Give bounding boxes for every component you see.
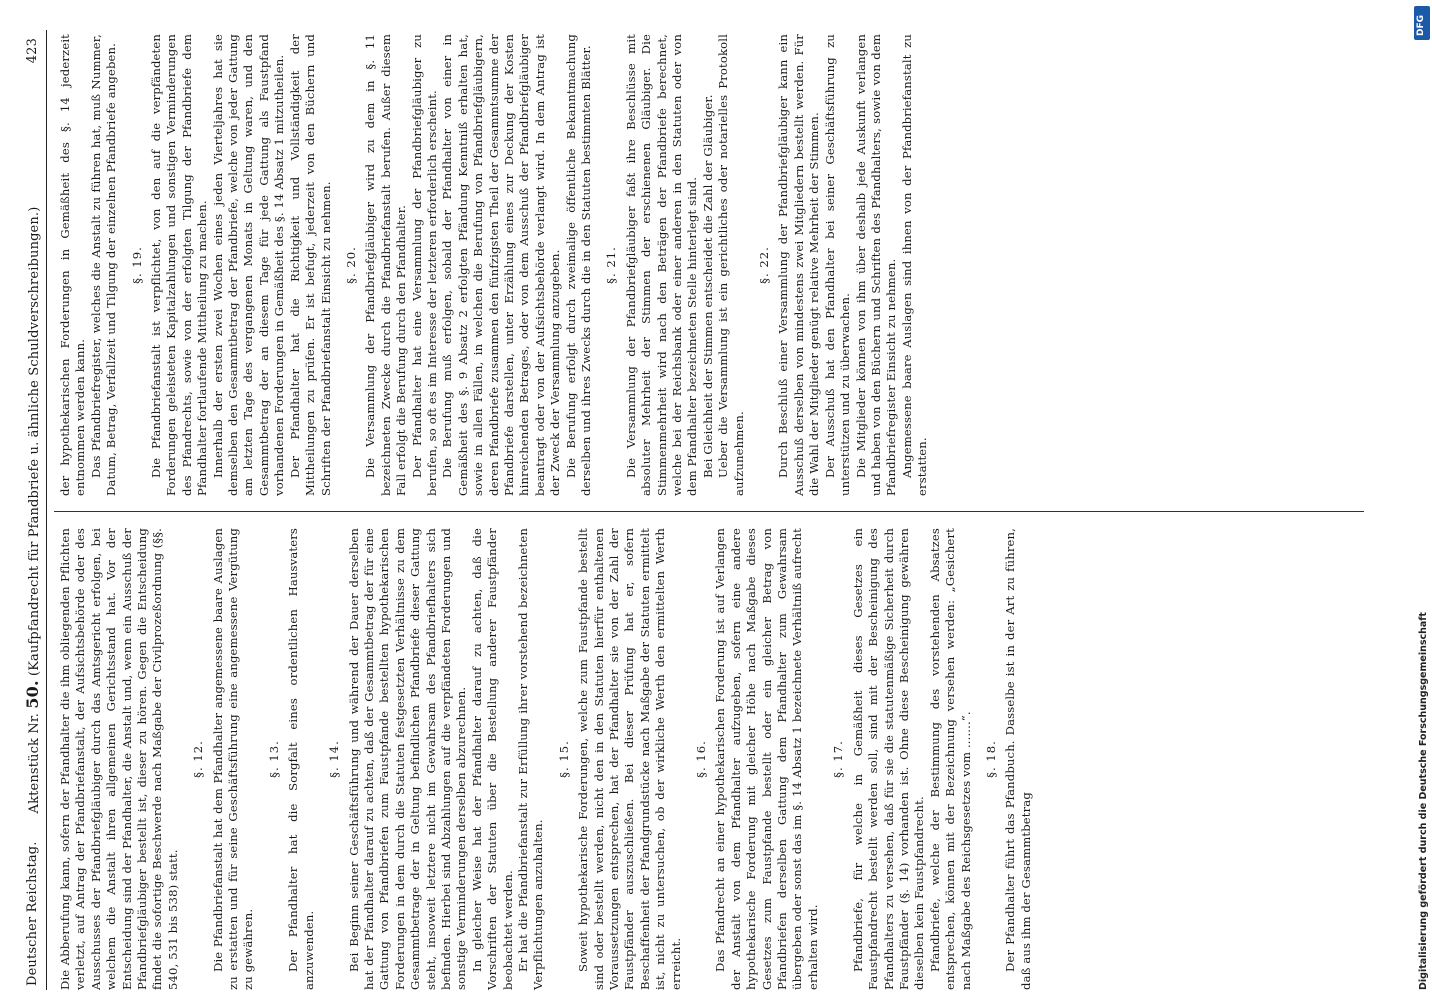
dfg-logo-text: DFG bbox=[1416, 14, 1426, 36]
section-heading: §. 16. bbox=[694, 740, 709, 778]
paragraph: Er hat die Pfandbriefanstalt zur Erfüllung ihrer vorstehend bezeichneten Verpflichtungen anzuhalten. bbox=[515, 528, 546, 990]
paragraph: Das Pfandbriefregister, welches die Anstalt zu führen hat, muß Nummer, Datum, Betrag, Verfallzeit und Tilgung der einzelnen Pfandbriefe angeben. bbox=[88, 34, 119, 496]
paragraph: Die Mitglieder können von ihm über deshalb jede Auskunft verlangen und haben von den Büchern und Schriften des Pfandhalters, sowie von dem Pfandbriefregister Einsicht zu nehmen. bbox=[853, 34, 899, 496]
section-heading: §. 18. bbox=[983, 740, 998, 778]
paragraph: Die Abberufung kann, sofern der Pfandhalter die ihm obliegenden Pflichten verletzt, auf Antrag der Pfandbriefanstalt, der Aufsichtsbehörde oder des Ausschusses der Pfandbriefgläubiger durch das Amtsgericht erfolgen, bei welchem die Anstalt ihren allgemeinen Gerichtsstand hat. Vor der Entscheidung sind der Pfandhalter, die Anstalt und, wenn ein Ausschuß der Pfandbriefgläubiger bestellt ist, dieser zu hören. Gegen die Entscheidung findet die sofortige Beschwerde nach Maßgabe der Civilprozeßordnung (§§. 540, 531 bis 538) statt. bbox=[58, 528, 180, 990]
document-page bbox=[20, 30, 1390, 990]
left-column bbox=[58, 528, 1034, 990]
paragraph: Die Versammlung der Pfandbriefgläubiger wird zu dem in §. 11 bezeichneten Zwecke durch die Pfandbriefanstalt berufen. Außer diesem Fall erfolgt die Berufung durch den Pfandhalter. bbox=[363, 34, 409, 496]
section-heading: §. 22. bbox=[757, 246, 772, 284]
paragraph: Durch Beschluß einer Versammlung der Pfandbriefgläubiger kann ein Ausschuß derselben von mindestens zwei Mitgliedern bestellt werden. Für die Wahl der Mitglieder genügt relative Mehrheit der Stimmen. bbox=[776, 34, 822, 496]
paragraph: Der Pfandhalter führt das Pfandbuch. Dasselbe ist in der Art zu führen, daß aus ihm der Gesammtbetrag bbox=[1003, 528, 1033, 990]
digitization-note: Digitalisierung gefördert durch die Deutsche Forschungsgemeinschaft bbox=[1418, 612, 1429, 990]
paragraph: der hypothekarischen Forderungen in Gemäßheit des §. 14 jederzeit entnommen werden kann. bbox=[58, 34, 88, 496]
dfg-logo bbox=[1414, 6, 1430, 40]
header-journal: Deutscher Reichstag. bbox=[25, 841, 40, 986]
paragraph: Die Versammlung der Pfandbriefgläubiger faßt ihre Beschlüsse mit absoluter Mehrheit der Stimmen der erschienenen Gläubiger. Die Stimmenmehrheit wird nach den Beträgen der Pfandbriefe berechnet, welche bei der Reichsbank oder einer anderen in den Statuten oder von dem Pfandhalter bezeichneten Stelle hinterlegt sind. bbox=[623, 34, 700, 496]
header-number: 50. bbox=[23, 680, 42, 709]
paragraph: Die Pfandbriefanstalt ist verpflichtet, von den auf die verpfändeten Forderungen geleisteten Kapitalzahlungen und sonstigen Verminderungen des Pfandrechts, sowie von der erfolgten Tilgung der Pfandbriefe dem Pfandhalter fortlaufende Mittheilung zu machen. bbox=[149, 34, 210, 496]
section-heading: §. 19. bbox=[129, 246, 144, 284]
paragraph: Der Pfandhalter hat die Richtigkeit und Vollständigkeit der Mittheilungen zu prüfen. Er ist befugt, jederzeit von den Büchern und Schriften der Pfandbriefanstalt Einsicht zu nehmen. bbox=[287, 34, 333, 496]
section-heading: §. 12. bbox=[191, 740, 206, 778]
section-heading: §. 21. bbox=[604, 246, 619, 284]
paragraph: In gleicher Weise hat der Pfandhalter darauf zu achten, daß die Vorschriften der Statuten über die Bestellung anderer Faustpfänder beobachtet werden. bbox=[469, 528, 515, 990]
right-column bbox=[58, 34, 931, 496]
section-heading: §. 17. bbox=[831, 740, 846, 778]
paragraph: Innerhalb der ersten zwei Wochen eines jeden Vierteljahres hat sie demselben den Gesammtbetrag der Pfandbriefe, welche von jeder Gattung am letzten Tage des vergangenen Monats in Geltung waren, und den Gesammtbetrag der an diesem Tage für jede Gattung als Faustpfand vorhandenen Forderungen in Gemäßheit des §. 14 Absatz 1 mitzutheilen. bbox=[210, 34, 287, 496]
paragraph: Der Pfandhalter hat eine Versammlung der Pfandbriefgläubiger zu berufen, so oft es im Interesse der letzteren erforderlich erscheint. bbox=[409, 34, 439, 496]
section-heading: §. 20. bbox=[343, 246, 358, 284]
page-header bbox=[20, 30, 47, 990]
paragraph: Der Pfandhalter hat die Sorgfalt eines ordentlichen Hausvaters anzuwenden. bbox=[286, 528, 316, 990]
header-prefix: Aktenstück Nr. bbox=[27, 712, 42, 814]
paragraph: Die Pfandbriefanstalt hat dem Pfandhalter angemessene baare Auslagen zu erstatten und für seine Geschäftsführung eine angemessene Vergütung zu gewähren. bbox=[210, 528, 256, 990]
paragraph: Bei Gleichheit der Stimmen entscheidet die Zahl der Gläubiger. bbox=[700, 94, 715, 478]
column-divider bbox=[54, 511, 1364, 512]
paragraph: Die Berufung erfolgt durch zweimalige öffentliche Bekanntmachung derselben und ihres Zwecks durch die in den Statuten bestimmten Blätter. bbox=[563, 34, 593, 496]
paragraph: Pfandbriefe, welche der Bestimmung des vorstehenden Absatzes entsprechen, können mit der Bezeichnung versehen werden: „Gesichert nach Maßgabe des Reichsgesetzes vom .......“. bbox=[927, 528, 973, 990]
paragraph: Das Pfandrecht an einer hypothekarischen Forderung ist auf Verlangen der Anstalt von dem Pfandhalter aufzugeben, sofern eine andere hypothekarische Forderung mit gleicher Höhe nach Maßgabe dieses Gesetzes zum Faustpfande bestellt oder ein gleicher Betrag von Pfandbriefen derselben Gattung dem Pfandhalter zum Gewahrsam übergeben oder sonst das im §. 14 Absatz 1 bezeichnete Verhältniß aufrecht erhalten wird. bbox=[713, 528, 820, 990]
paragraph: Bei Beginn seiner Geschäftsführung und während der Dauer derselben hat der Pfandhalter darauf zu achten, daß der Gesammtbetrag der für eine Gattung von Pfandbriefen zum Faustpfande bestellten hypothekarischen Forderungen in dem durch die Statuten festgesetzten Verhältnisse zu dem Gesammtbetrage der in Geltung befindlichen Pfandbriefe dieser Gattung steht, insoweit letztere nicht im Gewahrsam des Pfandbriefhalters sich befinden. Hierbei sind Abzahlungen auf die verpfändeten Forderungen und sonstige Verminderungen derselben abzurechnen. bbox=[346, 528, 469, 990]
section-heading: §. 15. bbox=[556, 740, 571, 778]
header-subject: (Kaufpfandrecht für Pfandbriefe u. ähnliche Schuldverschreibungen.) bbox=[27, 206, 42, 677]
paragraph: Pfandbriefe, für welche in Gemäßheit dieses Gesetzes ein Faustpfandrecht bestellt werden soll, sind mit der Bescheinigung des Pfandhalters zu versehen, daß für sie die statutenmäßige Sicherheit durch Faustpfänder (§. 14) vorhanden ist. Ohne diese Bescheinigung gewähren dieselben kein Faustpfandrecht. bbox=[850, 528, 927, 990]
paragraph: Der Ausschuß hat den Pfandhalter bei seiner Geschäftsführung zu unterstützen und zu überwachen. bbox=[822, 34, 853, 496]
paragraph: Ueber die Versammlung ist ein gerichtliches oder notarielles Protokoll aufzunehmen. bbox=[716, 34, 746, 496]
paragraph: Soweit hypothekarische Forderungen, welche zum Faustpfande bestellt sind oder bestellt werden, nicht den in den Statuten hierfür enthaltenen Voraussetzungen entsprechen, hat der Pfandhalter sie von der Zahl der Faustpfänder auszuschließen. Bei dieser Prüfung hat er, sofern Beschaffenheit der Pfandgrundstücke nach Maßgabe der Statuten ermittelt ist, nicht zu untersuchen, ob der wirkliche Werth den ermittelten Werth erreicht. bbox=[576, 528, 683, 990]
paragraph: Die Berufung muß erfolgen, sobald der Pfandhalter von einer in Gemäßheit des §. 9 Absatz 2 erfolgten Pfändung Kenntniß erhalten hat, sowie in allen Fällen, in welchen die Berufung von Pfandbriefgläubigern, deren Pfandbriefe zusammen den fünfzigsten Theil der Gesammtsumme der Pfandbriefe darstellen, unter Erzählung eines zur Deckung der Kosten hinreichenden Betrages, oder von dem Ausschuß der Pfandbriefgläubiger beantragt oder von der Aufsichtsbehörde verlangt wird. In dem Antrag ist der Zweck der Versammlung anzugeben. bbox=[440, 34, 563, 496]
header-title bbox=[22, 30, 46, 990]
paragraph: Angemessene baare Auslagen sind ihnen von der Pfandbriefanstalt zu erstatten. bbox=[899, 34, 930, 496]
section-heading: §. 14. bbox=[327, 740, 342, 778]
section-heading: §. 13. bbox=[266, 740, 281, 778]
page-number: 423 bbox=[25, 38, 40, 64]
